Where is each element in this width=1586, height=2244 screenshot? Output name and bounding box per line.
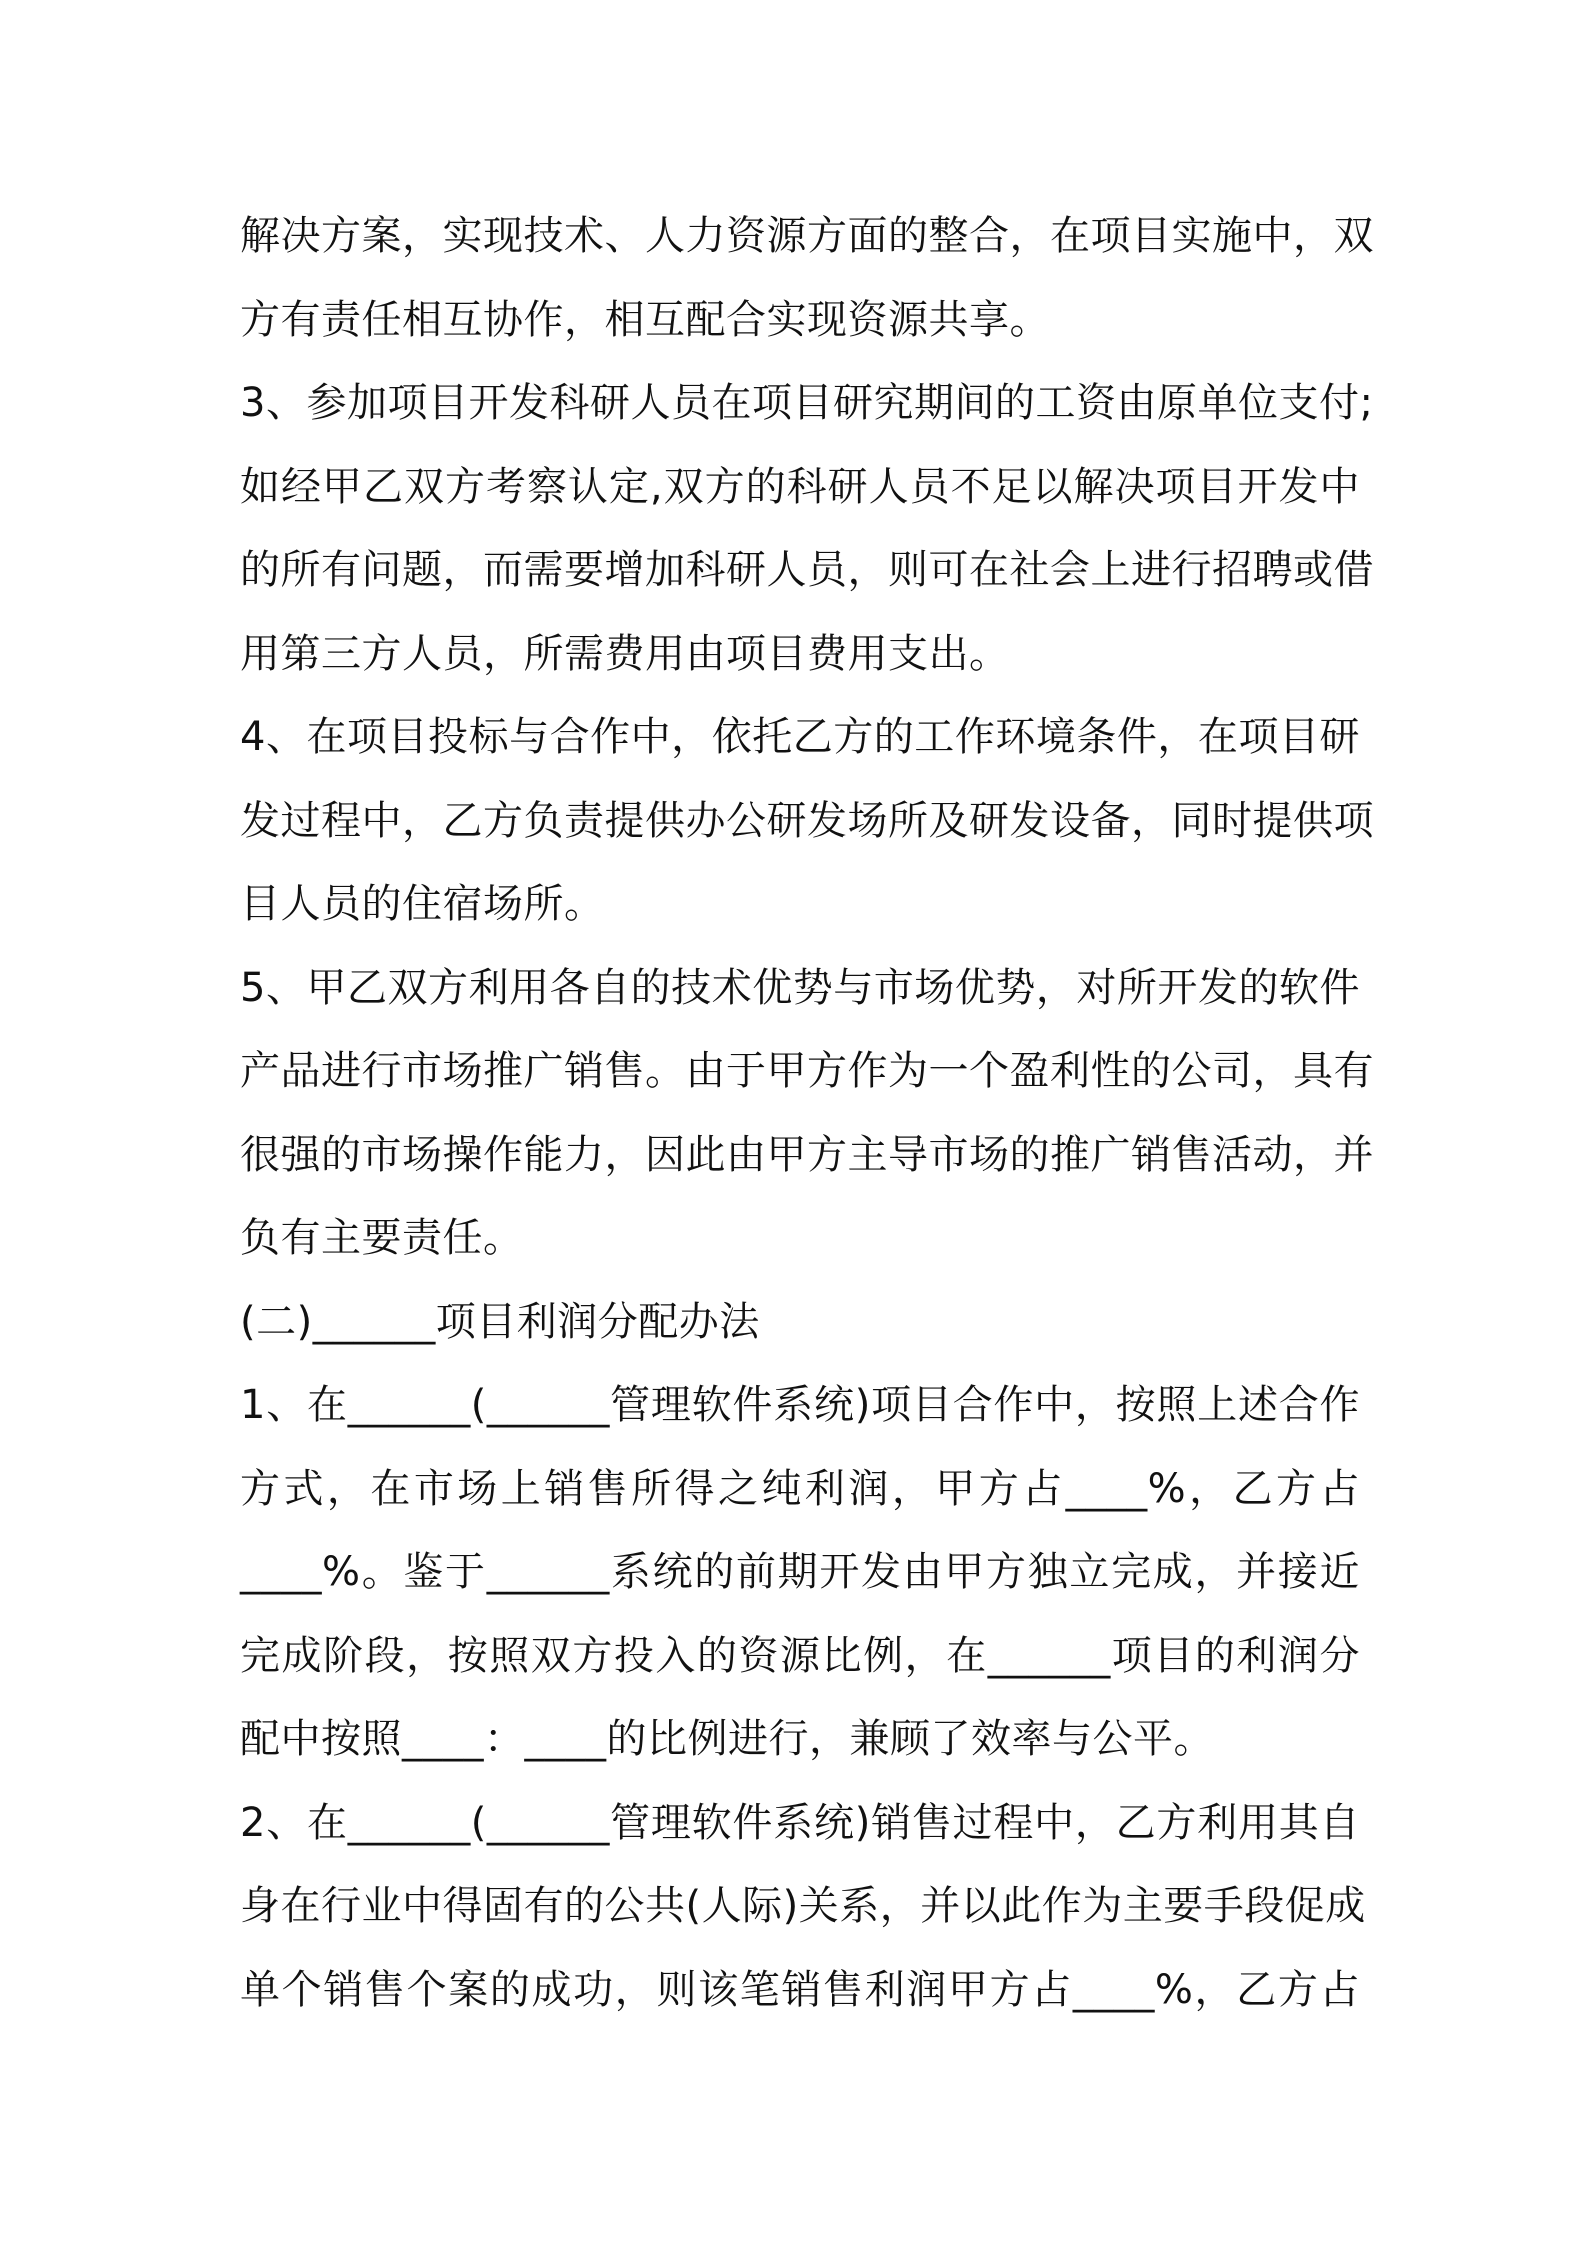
text-line: 解决方案，实现技术、人力资源方面的整合，在项目实施中，双	[240, 213, 1374, 259]
text-line: 产品进行市场推广销售。由于甲方作为一个盈利性的公司，具有	[240, 1048, 1374, 1094]
text-line: 的所有问题，而需要增加科研人员，则可在社会上进行招聘或借	[240, 547, 1374, 593]
text-line: 用第三方人员，所需费用由项目费用支出。	[240, 630, 1010, 677]
text-line: 方有责任相互协作，相互配合实现资源共享。	[240, 296, 1050, 343]
text-line: 单个销售个案的成功，则该笔销售利润甲方占____%，乙方占	[240, 1966, 1360, 2013]
document-body	[240, 195, 1374, 2032]
text-line: 很强的市场操作能力，因此由甲方主导市场的推广销售活动，并	[240, 1131, 1374, 1178]
text-line: 方式，在市场上销售所得之纯利润，甲方占____%，乙方占	[240, 1465, 1360, 1512]
section-heading: (二)______项目利润分配办法	[240, 1298, 760, 1345]
text-line: 发过程中，乙方负责提供办公研发场所及研发设备，同时提供项	[240, 797, 1374, 844]
text-line: 如经甲乙双方考察认定,双方的科研人员不足以解决项目开发中	[240, 463, 1360, 510]
text-line: 完成阶段，按照双方投入的资源比例，在______项目的利润分	[240, 1632, 1360, 1679]
text-line: ____%。鉴于______系统的前期开发由甲方独立完成，并接近	[240, 1549, 1360, 1595]
text-line: 目人员的住宿场所。	[240, 881, 605, 927]
text-line: 5、甲乙双方利用各自的技术优势与市场优势，对所开发的软件	[240, 964, 1360, 1011]
text-line: 配中按照____：____的比例进行，兼顾了效率与公平。	[240, 1716, 1214, 1762]
text-line: 负有主要责任。	[240, 1215, 524, 1261]
text-line: 4、在项目投标与合作中，依托乙方的工作环境条件，在项目研	[240, 714, 1360, 760]
text-line: 3、参加项目开发科研人员在项目研究期间的工资由原单位支付;	[240, 380, 1374, 426]
text-line: 身在行业中得固有的公共(人际)关系，并以此作为主要手段促成	[240, 1883, 1366, 1929]
text-line: 2、在______(______管理软件系统)销售过程中，乙方利用其自	[240, 1799, 1360, 1846]
text-line: 1、在______(______管理软件系统)项目合作中，按照上述合作	[240, 1382, 1360, 1428]
